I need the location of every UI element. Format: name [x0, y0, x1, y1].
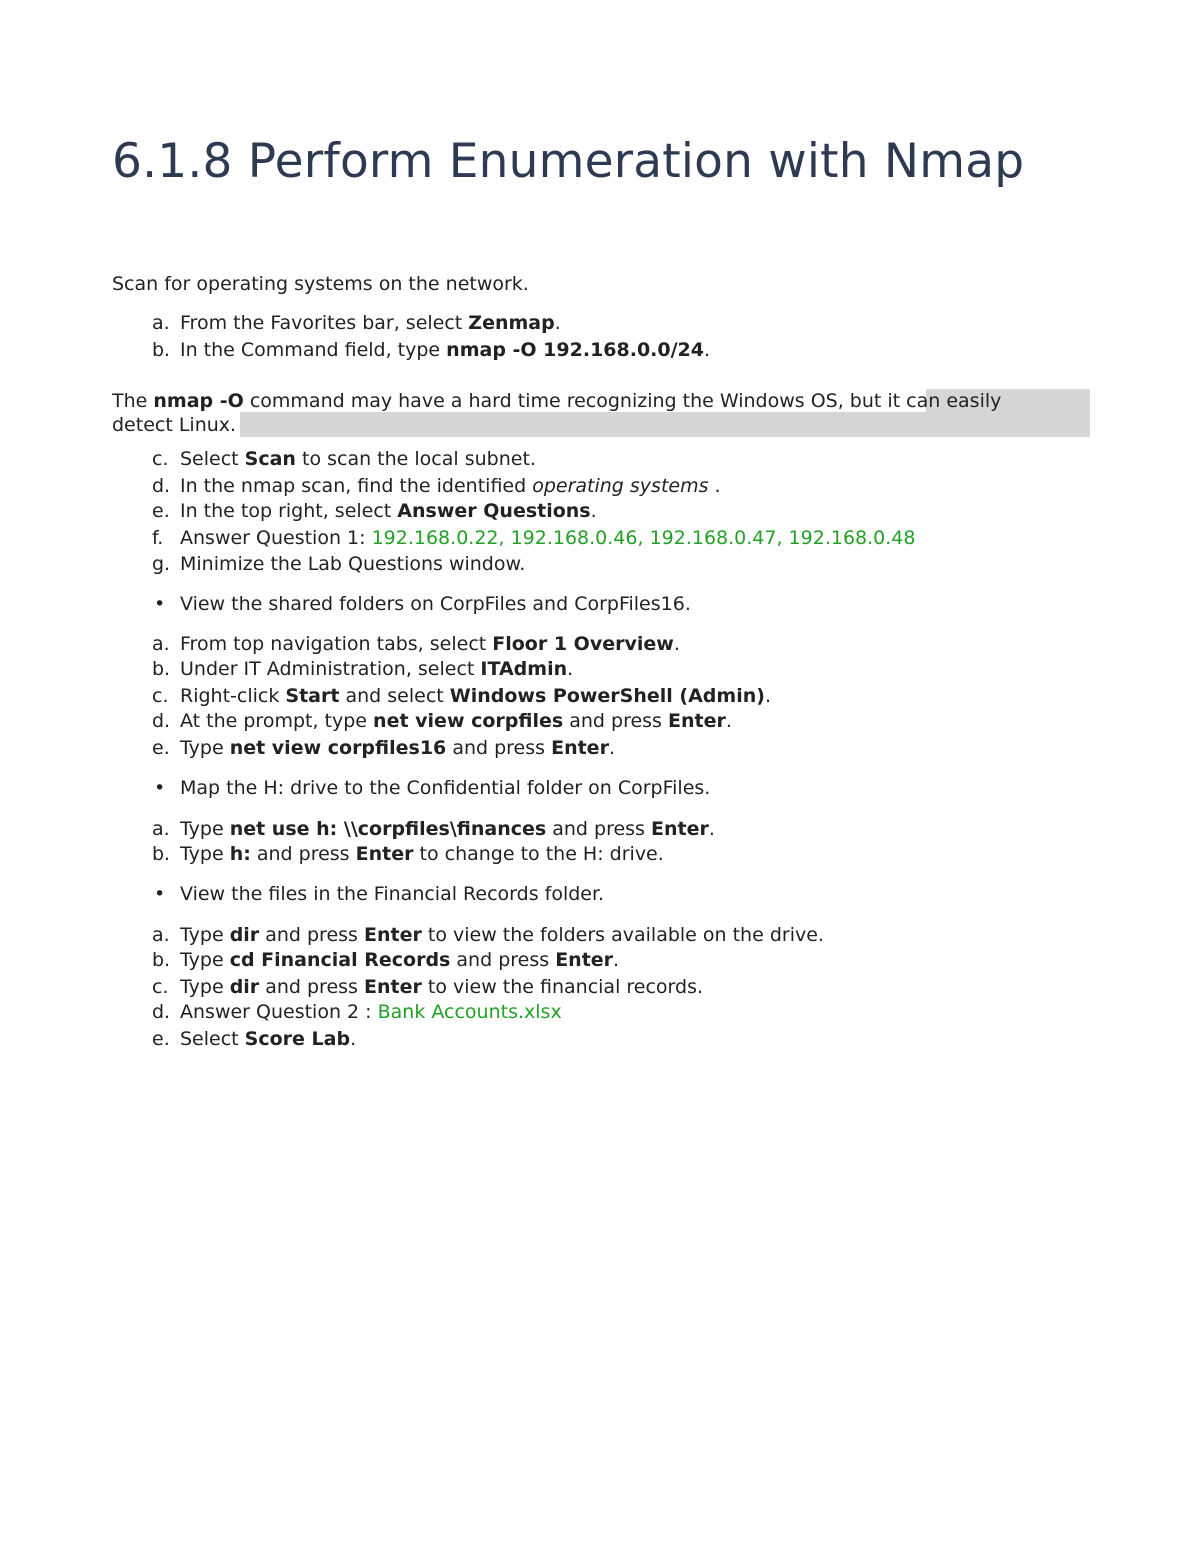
note-text: The — [112, 390, 154, 412]
item-text: Under IT Administration, select — [180, 658, 481, 680]
item-bold: Scan — [244, 448, 296, 470]
item-text: . — [708, 475, 721, 497]
list-marker: a. — [152, 924, 170, 946]
list-marker: e. — [152, 1028, 170, 1050]
note-bold: nmap -O — [153, 390, 244, 412]
list-marker: c. — [152, 448, 169, 470]
list-marker: b. — [152, 843, 171, 865]
item-text: Minimize the Lab Questions window. — [180, 553, 526, 575]
list-item — [152, 816, 715, 842]
list-marker: b. — [152, 339, 171, 361]
list-item — [152, 656, 573, 682]
item-text: From the Favorites bar, select — [180, 312, 469, 334]
item-text: Type — [180, 976, 230, 998]
list-item — [152, 841, 664, 867]
list-item — [152, 337, 710, 363]
list-item — [152, 631, 680, 657]
item-bold: nmap -O 192.168.0.0/24 — [446, 339, 704, 361]
item-text: . — [608, 737, 615, 759]
item-bold: net view corpfiles16 — [229, 737, 447, 759]
intro-text: Scan for operating systems on the network. — [112, 273, 529, 295]
item-bold: cd Financial Records — [229, 949, 451, 971]
item-text: and press — [250, 843, 356, 865]
list-item — [152, 473, 721, 499]
item-text: . — [590, 500, 597, 522]
list-marker: f. — [152, 527, 164, 549]
item-text: Type — [180, 949, 230, 971]
item-bold: Score Lab — [244, 1028, 351, 1050]
bullet-icon: • — [154, 777, 166, 799]
answer-text: 192.168.0.22, 192.168.0.46, 192.168.0.47, 192.168.0.48 — [371, 527, 916, 549]
item-text: to view the folders available on the drive. — [421, 924, 824, 946]
bullet-icon: • — [154, 883, 166, 905]
item-text: . — [350, 1028, 357, 1050]
list-item — [152, 1026, 356, 1052]
item-bold: net view corpfiles — [373, 710, 564, 732]
list-marker: e. — [152, 737, 170, 759]
list-item — [152, 683, 771, 709]
item-italic: operating systems — [532, 475, 709, 497]
item-text: to scan the local subnet. — [295, 448, 536, 470]
item-text: and press — [446, 737, 552, 759]
list-marker: e. — [152, 500, 170, 522]
bullet-item — [152, 881, 604, 907]
list-item — [152, 947, 619, 973]
item-text: From top navigation tabs, select — [180, 633, 493, 655]
list-marker: d. — [152, 710, 171, 732]
note-paragraph — [112, 389, 1001, 437]
item-text: In the Command field, type — [180, 339, 447, 361]
item-bold: Enter — [551, 737, 609, 759]
item-text: Select — [180, 448, 245, 470]
item-bold: ITAdmin — [480, 658, 568, 680]
note-text: detect Linux. — [112, 414, 237, 436]
list-item — [152, 525, 915, 551]
item-text: and press — [546, 818, 651, 840]
list-marker: b. — [152, 658, 171, 680]
list-marker: b. — [152, 949, 171, 971]
item-text: and select — [339, 685, 450, 707]
item-text: Answer Question 2 : — [180, 1001, 378, 1023]
item-text: . — [567, 658, 574, 680]
item-text: . — [703, 339, 711, 361]
list-marker: a. — [152, 818, 170, 840]
item-text: . — [764, 685, 771, 707]
item-bold: Enter — [363, 976, 422, 998]
item-text: Select — [180, 1028, 245, 1050]
item-text: Type — [180, 843, 230, 865]
bullet-icon: • — [154, 593, 166, 615]
list-item — [152, 446, 536, 472]
item-bold: Enter — [668, 710, 726, 732]
item-text: In the top right, select — [180, 500, 398, 522]
item-text: to view the financial records. — [421, 976, 704, 998]
item-text: Answer Question 1: — [180, 527, 372, 549]
item-bold: dir — [229, 924, 260, 946]
page-title: 6.1.8 Perform Enumeration with Nmap — [112, 134, 1025, 189]
item-text: . — [554, 312, 561, 334]
list-marker: a. — [152, 312, 170, 334]
item-bold: Windows PowerShell (Admin) — [449, 685, 765, 707]
bullet-text: View the files in the Financial Records folder. — [180, 883, 605, 905]
list-marker: d. — [152, 1001, 171, 1023]
item-text: . — [673, 633, 680, 655]
item-text: and press — [563, 710, 668, 732]
item-bold: h: — [229, 843, 251, 865]
list-item — [152, 551, 525, 577]
item-text: Type — [180, 924, 230, 946]
item-bold: dir — [229, 976, 260, 998]
bullet-text: View the shared folders on CorpFiles and CorpFiles16. — [180, 593, 691, 615]
item-text: Type — [180, 818, 230, 840]
list-marker: g. — [152, 553, 171, 575]
item-bold: Enter — [651, 818, 709, 840]
list-item — [152, 310, 561, 336]
list-item — [152, 974, 703, 1000]
item-text: and press — [450, 949, 556, 971]
list-item — [152, 708, 732, 734]
item-bold: Enter — [363, 924, 422, 946]
item-text: to change to the H: drive. — [413, 843, 664, 865]
list-item — [152, 735, 615, 761]
list-marker: c. — [152, 976, 169, 998]
answer-text: Bank Accounts.xlsx — [377, 1001, 562, 1023]
item-bold: net use h: \\corpfiles\finances — [229, 818, 547, 840]
note-text: command may have a hard time recognizing the Windows OS, but it can easily — [243, 390, 1002, 412]
item-text: and press — [259, 924, 364, 946]
item-bold: Enter — [555, 949, 614, 971]
item-text: Right-click — [180, 685, 286, 707]
bullet-item — [152, 591, 691, 617]
list-item — [152, 999, 562, 1025]
item-text: Type — [180, 737, 230, 759]
bullet-item — [152, 775, 710, 801]
list-marker: a. — [152, 633, 170, 655]
item-bold: Floor 1 Overview — [492, 633, 674, 655]
item-text: . — [725, 710, 732, 732]
item-bold: Answer Questions — [397, 500, 591, 522]
item-bold: Enter — [355, 843, 414, 865]
item-text: In the nmap scan, find the identified — [180, 475, 533, 497]
list-item — [152, 922, 824, 948]
list-marker: c. — [152, 685, 169, 707]
list-item — [152, 498, 597, 524]
item-text: . — [613, 949, 620, 971]
list-marker: d. — [152, 475, 171, 497]
item-text: At the prompt, type — [180, 710, 374, 732]
item-bold: Zenmap — [468, 312, 555, 334]
bullet-text: Map the H: drive to the Confidential folder on CorpFiles. — [180, 777, 711, 799]
item-bold: Start — [285, 685, 340, 707]
item-text: and press — [259, 976, 364, 998]
item-text: . — [708, 818, 715, 840]
